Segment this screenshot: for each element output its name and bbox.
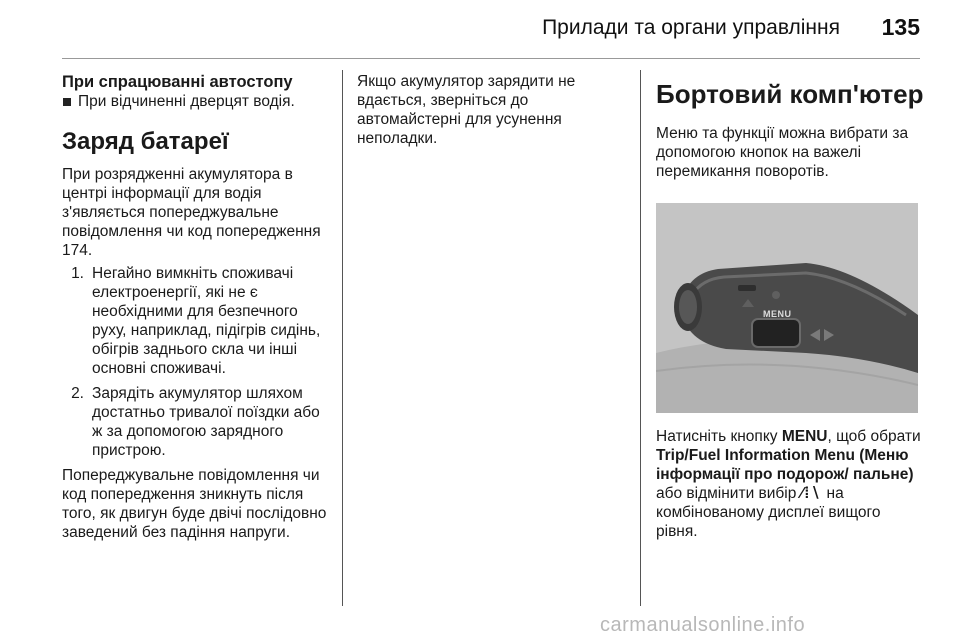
autostop-heading: При спрацюванні автостопу <box>62 73 293 91</box>
step-text: Негайно вимкніть споживачі електроенергії, які не є необхідними для безпечного руху, наприклад, підігрів сидінь, обігрів заднього скла чи інші основні споживачі. <box>92 265 321 377</box>
menu-instruction-text-2: , щоб обрати <box>827 428 921 445</box>
battery-closing: Попереджувальне повідомлення чи код попередження зникнуть після того, як двигун буде двічі послідовно заведений без падіння напруги. <box>62 467 327 541</box>
running-header-title: Прилади та органи управління <box>542 16 840 39</box>
step-number: 2. <box>71 385 84 402</box>
watermark: carmanualsonline.info <box>600 614 806 636</box>
battery-intro: При розрядженні акумулятора в центрі інформації для водія з'являється попереджувальне повідомлення чи код попередження 174. <box>62 166 321 259</box>
header-divider <box>62 58 920 59</box>
column-divider-2 <box>640 70 641 606</box>
list-item <box>62 384 334 460</box>
menu-instruction-text-4: на комбінованому дисплеї вищого рівня. <box>656 485 881 540</box>
menu-instruction-text-1: Натисніть кнопку <box>656 428 782 445</box>
square-bullet-icon <box>63 98 71 106</box>
column-1 <box>62 72 334 542</box>
autostop-bullet <box>62 92 334 111</box>
column-divider-1 <box>342 70 343 606</box>
illustration-menu-button-label: MENU <box>763 309 792 319</box>
menu-instruction <box>656 427 926 541</box>
menu-instruction-text-3: або відмінити вибір <box>656 485 801 502</box>
trip-menu-label: Trip/Fuel Information Menu (Меню інформації про подорож/ пальне) <box>656 447 914 483</box>
list-item <box>62 264 334 378</box>
column-2 <box>357 72 629 148</box>
step-number: 1. <box>71 265 84 282</box>
cancel-selection-icon: ⁄⁞∖ <box>800 485 823 502</box>
battery-steps <box>62 264 334 460</box>
trip-computer-intro: Меню та функції можна вибрати за допомогою кнопок на важелі перемикання поворотів. <box>656 125 909 180</box>
battery-service-note: Якщо акумулятор зарядити не вдається, зверніться до автомайстерні для усунення неполадки. <box>357 73 576 147</box>
step-text: Зарядіть акумулятор шляхом достатньо тривалої поїздки або ж за допомогою зарядного пристрою. <box>92 385 320 459</box>
trip-computer-heading: Бортовий комп'ютер <box>656 79 924 109</box>
page-number: 135 <box>881 14 920 40</box>
battery-heading: Заряд батареї <box>62 128 229 155</box>
column-3 <box>656 72 926 541</box>
menu-button-label: MENU <box>781 428 828 445</box>
autostop-bullet-text: При відчиненні дверцят водія. <box>78 93 295 110</box>
